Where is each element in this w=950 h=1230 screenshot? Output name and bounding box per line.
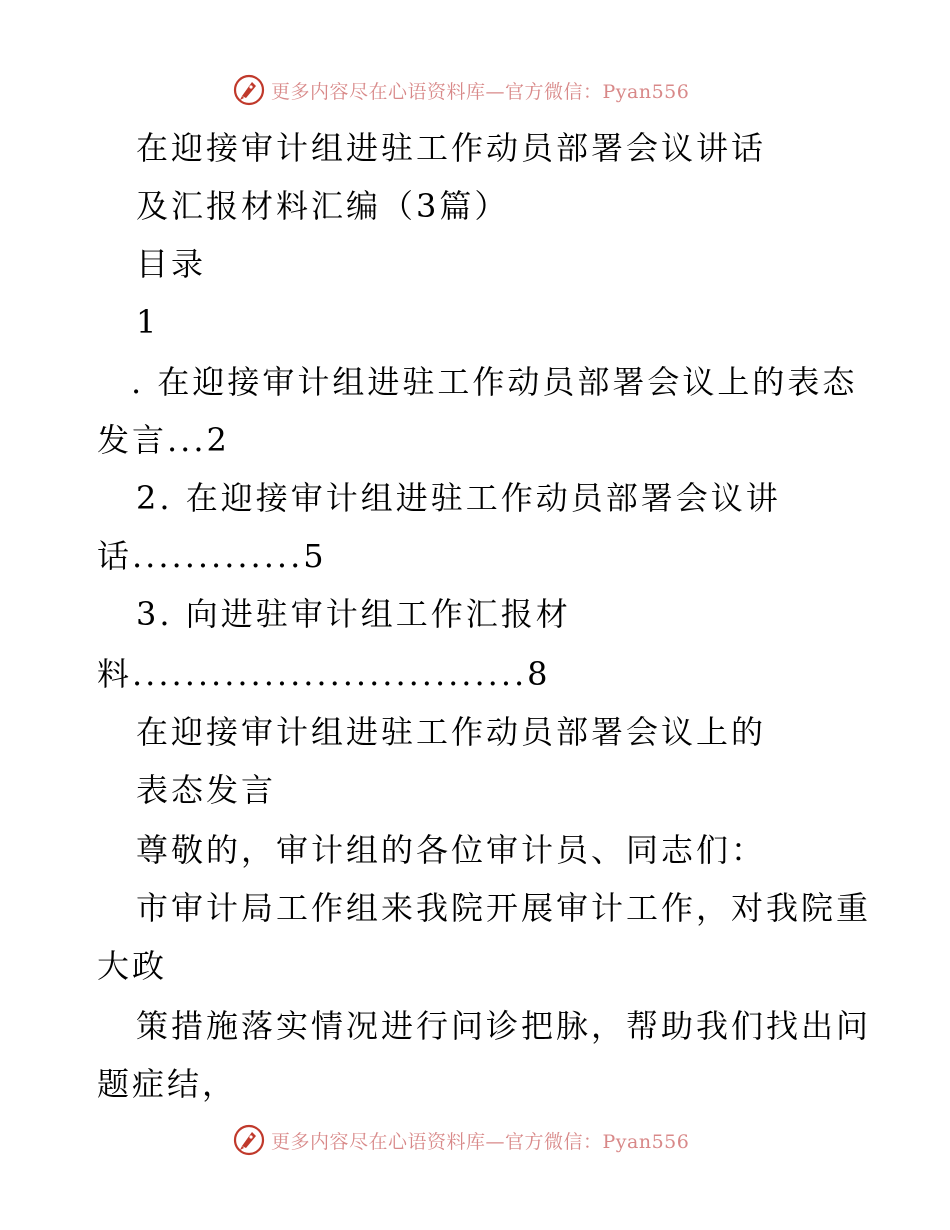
toc-item-3-line2: 料..............................8 (97, 655, 551, 693)
paragraph-2-line1: 策措施落实情况进行问诊把脉，帮助我们找出问 (136, 1007, 872, 1045)
watermark-banner-bottom (233, 1122, 689, 1158)
toc-item-2-line1: 2. 在迎接审计组进驻工作动员部署会议讲 (136, 479, 781, 517)
toc-item-1-line2: 发言...2 (97, 421, 230, 459)
watermark-text: 更多内容尽在心语资料库—官方微信：Pyan556 (271, 80, 690, 103)
paragraph-2-line2: 题症结， (97, 1065, 238, 1103)
pen-nib-circle-icon (233, 1124, 265, 1156)
section-title-line1: 在迎接审计组进驻工作动员部署会议上的 (136, 713, 767, 751)
toc-item-3-line1: 3. 向进驻审计组工作汇报材 (136, 595, 571, 633)
toc-heading: 目录 (136, 245, 207, 283)
document-title-line2: 及汇报材料汇编（3篇） (136, 187, 510, 225)
salutation: 尊敬的，审计组的各位审计员、同志们： (136, 831, 767, 869)
document-title-line1: 在迎接审计组进驻工作动员部署会议讲话 (136, 129, 767, 167)
watermark-text: 更多内容尽在心语资料库—官方微信：Pyan556 (271, 1130, 690, 1153)
paragraph-1-line2: 大政 (97, 947, 168, 985)
toc-item-1-line1: . 在迎接审计组进驻工作动员部署会议上的表态 (131, 363, 858, 401)
section-title-line2: 表态发言 (136, 771, 277, 809)
paragraph-1-line1: 市审计局工作组来我院开展审计工作，对我院重 (136, 889, 872, 927)
toc-item-2-line2: 话.............5 (97, 537, 327, 575)
toc-number: 1 (136, 303, 160, 341)
